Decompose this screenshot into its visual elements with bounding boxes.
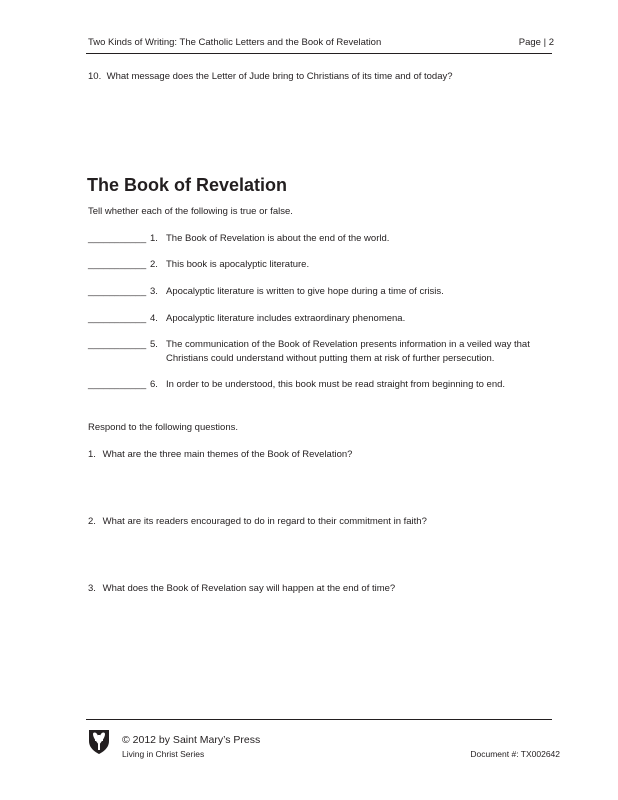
question-10	[88, 71, 453, 82]
series-name: Living in Christ Series	[122, 749, 205, 759]
item-number: 1.	[150, 233, 158, 244]
item-number: 3.	[150, 286, 158, 297]
answer-blank[interactable]: ___________	[88, 339, 147, 350]
item-text: Apocalyptic literature is written to give hope during a time of crisis.	[166, 286, 444, 297]
item-text: Apocalyptic literature includes extraordinary phenomena.	[166, 313, 406, 324]
question-number: 1.	[88, 449, 96, 460]
item-number: 2.	[150, 259, 158, 270]
question-number: 2.	[88, 516, 96, 527]
document-number: Document #: TX002642	[470, 749, 560, 759]
answer-blank[interactable]: ___________	[88, 286, 147, 297]
answer-blank[interactable]: ___________	[88, 259, 147, 270]
page-number: Page | 2	[518, 37, 554, 48]
answer-blank[interactable]: ___________	[88, 313, 147, 324]
true-false-item	[88, 232, 546, 246]
true-false-item	[88, 312, 546, 326]
item-text: In order to be understood, this book must be read straight from beginning to end.	[166, 379, 506, 390]
question-number: 10.	[88, 71, 102, 82]
item-number: 5.	[150, 339, 158, 350]
section-title: The Book of Revelation	[87, 175, 288, 195]
footer-rule	[86, 719, 552, 720]
true-false-item	[88, 378, 546, 392]
question-number: 3.	[88, 583, 96, 594]
copyright-text: © 2012 by Saint Mary’s Press	[122, 734, 261, 746]
saint-marys-press-logo-icon	[88, 729, 110, 755]
question-text: What message does the Letter of Jude bring to Christians of its time and of today?	[106, 71, 453, 82]
true-false-item	[88, 258, 546, 272]
true-false-instructions: Tell whether each of the following is true or false.	[88, 206, 293, 217]
item-number: 6.	[150, 379, 158, 390]
header-title: Two Kinds of Writing: The Catholic Letters and the Book of Revelation	[88, 37, 382, 48]
question-text: What are its readers encouraged to do in regard to their commitment in faith?	[102, 516, 427, 527]
question-text: What are the three main themes of the Book of Revelation?	[102, 449, 353, 460]
answer-blank[interactable]: ___________	[88, 379, 147, 390]
true-false-item	[88, 285, 546, 299]
item-text: This book is apocalyptic literature.	[166, 259, 310, 270]
item-text: The Book of Revelation is about the end of the world.	[166, 233, 390, 244]
item-text: The communication of the Book of Revelation presents information in a veiled way that Christians could understand without putting them at risk of further persecution.	[166, 339, 530, 364]
respond-question	[88, 583, 395, 594]
respond-question	[88, 449, 352, 460]
question-text: What does the Book of Revelation say will happen at the end of time?	[102, 583, 396, 594]
respond-instructions: Respond to the following questions.	[88, 422, 238, 433]
item-number: 4.	[150, 313, 158, 324]
answer-blank[interactable]: ___________	[88, 233, 147, 244]
header-rule	[86, 53, 552, 54]
respond-question	[88, 516, 427, 527]
true-false-item	[88, 338, 546, 366]
